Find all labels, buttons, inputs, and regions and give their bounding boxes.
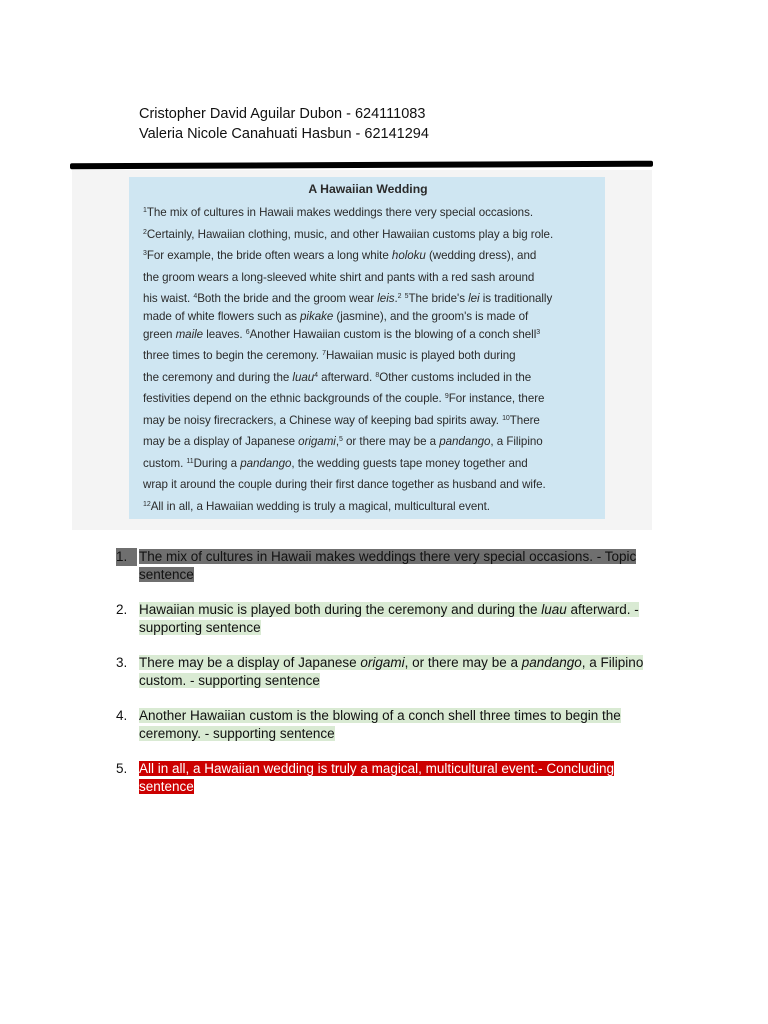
text-run: (wedding dress), and: [425, 249, 537, 262]
text-run: All in all, a Hawaiian wedding is truly a magical, multicultural event.: [150, 499, 490, 513]
footnote-number: 4: [193, 293, 198, 300]
answer-item: [110, 601, 670, 637]
text-run: The bride's: [408, 292, 469, 305]
text-run: Another Hawaiian custom is the blowing of a conch shell three times to begin the ceremony. - supporting sentence: [139, 708, 621, 741]
answer-item: [110, 760, 670, 796]
footnote-number: 12: [143, 500, 151, 508]
text-run: custom.: [143, 456, 187, 470]
text-run: , a Filipino custom. - supporting sentence: [139, 655, 644, 688]
italic-term: holoku: [391, 249, 426, 262]
text-run: afterward.: [318, 370, 376, 384]
answer-text: [139, 708, 621, 741]
text-run: For instance, there: [448, 392, 545, 405]
passage-line: [143, 202, 593, 224]
text-run: ,: [335, 435, 340, 448]
text-run: During a: [193, 456, 241, 470]
answer-list: [110, 548, 670, 813]
footnote-number: 1: [143, 207, 147, 214]
text-run: the ceremony and during the: [143, 370, 293, 384]
passage-line: [143, 324, 593, 346]
italic-term: pandango: [439, 435, 491, 448]
author-block: [139, 104, 429, 144]
footnote-number: 11: [186, 457, 194, 465]
answer-text: [139, 549, 636, 582]
italic-term: origami: [298, 435, 336, 448]
footnote-number: 5: [339, 436, 343, 443]
answer-item: [110, 707, 670, 743]
text-run: All in all, a Hawaiian wedding is truly a magical, multicultural event.- Concluding sentence: [139, 761, 614, 794]
italic-term: luau: [541, 602, 567, 617]
passage-line: [143, 288, 593, 310]
text-run: made of white flowers such as: [143, 309, 301, 323]
text-run: three times to begin the ceremony.: [143, 349, 323, 362]
passage-text: [143, 202, 593, 517]
text-run: green: [143, 327, 176, 341]
text-run: the groom wears a long-sleeved white shirt and pants with a red sash around: [143, 270, 535, 284]
italic-term: maile: [175, 327, 204, 341]
passage-line: [143, 345, 593, 367]
text-run: There may be a display of Japanese: [139, 655, 361, 670]
text-run: wrap it around the couple during their first dance together as husband and wife.: [143, 478, 546, 491]
passage-line: [143, 410, 593, 432]
passage-line: [143, 367, 593, 389]
footnote-number: 2: [397, 293, 402, 300]
italic-term: pandango: [240, 456, 292, 470]
passage-line: [143, 245, 593, 267]
passage-line: [143, 267, 593, 289]
answer-number: 4.: [116, 708, 128, 723]
text-run: , or there may be a: [404, 655, 522, 670]
italic-term: pikake: [300, 309, 334, 323]
text-run: festivities depend on the ethnic backgrounds of the couple.: [143, 392, 445, 405]
text-run: Other customs included in the: [379, 370, 532, 384]
text-run: or there may be a: [342, 435, 440, 448]
text-run: , the wedding guests tape money together and: [291, 456, 528, 470]
footnote-number: 7: [322, 350, 326, 357]
text-run: Another Hawaiian custom is the blowing of a conch shell: [249, 327, 537, 341]
passage-line: [143, 310, 593, 324]
text-run: may be noisy firecrackers, a Chinese way of keeping bad spirits away.: [143, 413, 503, 427]
footnote-number: 2: [143, 228, 147, 236]
text-run: leaves.: [203, 327, 246, 341]
text-run: Hawaiian music is played both during: [325, 349, 516, 362]
text-run: For example, the bride often wears a long white: [146, 249, 392, 262]
text-run: There: [509, 413, 540, 427]
text-run: afterward. - supporting sentence: [139, 602, 639, 635]
italic-term: luau: [292, 370, 315, 384]
answer-number: 2.: [116, 602, 128, 617]
italic-term: pandango: [521, 655, 582, 670]
passage-line: [143, 496, 593, 518]
answer-item: [110, 654, 670, 690]
horizontal-rule: [70, 161, 653, 170]
footnote-number: 4: [314, 371, 318, 379]
footnote-number: 8: [375, 371, 380, 379]
answer-text: [139, 761, 614, 794]
passage-line: [143, 474, 593, 496]
answer-text: [139, 602, 639, 635]
text-run: .: [394, 292, 398, 305]
italic-term: leis: [377, 292, 395, 305]
text-run: is traditionally: [479, 292, 553, 305]
passage-line: [143, 453, 593, 475]
italic-term: origami: [360, 655, 405, 670]
author-line: Valeria Nicole Canahuati Hasbun - 62141294: [139, 126, 429, 142]
text-run: may be a display of Japanese: [143, 435, 299, 448]
footnote-number: 9: [444, 393, 449, 400]
footnote-number: 3: [143, 250, 147, 257]
footnote-number: 6: [245, 328, 250, 336]
footnote-number: 5: [404, 293, 409, 300]
text-run: (jasmine), and the groom's is made of: [333, 309, 529, 323]
answer-text: [139, 655, 643, 688]
passage-title: A Hawaiian Wedding: [308, 182, 428, 196]
text-run: The mix of cultures in Hawaii makes weddings there very special occasions.: [146, 206, 533, 219]
italic-term: lei: [468, 292, 480, 305]
answer-number: 3.: [116, 655, 128, 670]
scanned-passage-image: [129, 177, 605, 519]
text-run: Certainly, Hawaiian clothing, music, and other Hawaiian customs play a big role.: [146, 227, 554, 241]
text-run: The mix of cultures in Hawaii makes weddings there very special occasions. - Topic sentence: [139, 549, 637, 582]
passage-line: [143, 431, 593, 453]
text-run: , a Filipino: [490, 435, 543, 448]
footnote-number: 10: [502, 414, 510, 422]
author-line: Cristopher David Aguilar Dubon - 624111083: [139, 106, 426, 122]
footnote-number: 3: [536, 328, 541, 336]
text-run: Both the bride and the groom wear: [197, 292, 378, 305]
text-run: his waist.: [143, 292, 194, 305]
answer-item: [110, 548, 670, 584]
text-run: Hawaiian music is played both during the ceremony and during the: [139, 602, 542, 617]
answer-number: 1.: [116, 548, 137, 566]
answer-number: 5.: [116, 761, 128, 776]
passage-line: [143, 388, 593, 410]
passage-line: [143, 224, 593, 246]
